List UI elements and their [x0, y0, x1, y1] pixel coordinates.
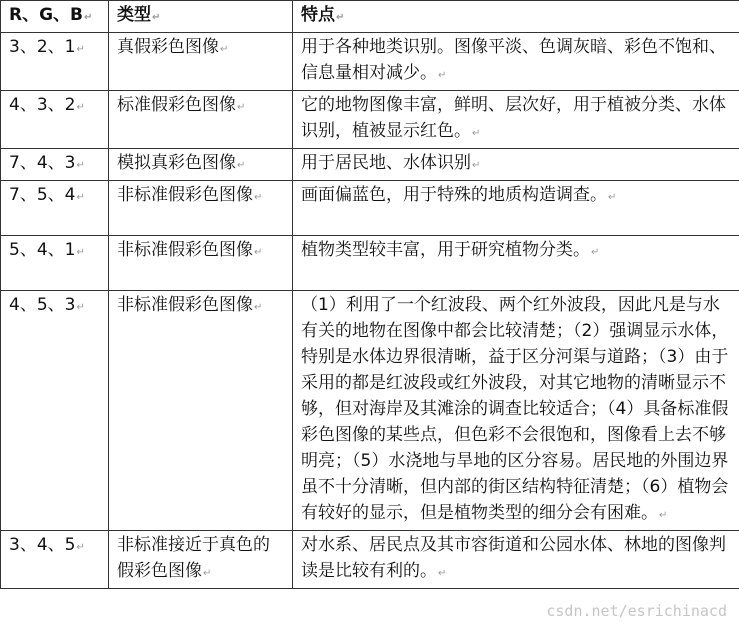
feature-cell: 用于各种地类识别。图像平淡、色调灰暗、彩色不饱和、信息量相对减少。↵ — [293, 33, 739, 91]
table-row — [1, 181, 739, 236]
header-row — [1, 1, 739, 33]
feature-cell: （1）利用了一个红波段、两个红外波段，因此凡是与水有关的地物在图像中都会比较清楚；（2）强调显示水体，特别是水体边界很清晰，益于区分河渠与道路；（3）由于采用的都是红波段或红外波段，对其它地物的清晰显示不够，但对海岸及其滩涂的调查比较适合；（4）具备标准假彩色图像的某些点，但色彩不会很饱和，图像看上去不够明亮；（5）水浇地与旱地的区分容易。居民地的外围边界虽不十分清晰，但内部的街区结构特征清楚；（6）植物会有较好的显示，但是植物类型的细分会有困难。↵ — [293, 291, 739, 531]
type-cell: 非标准假彩色图像↵ — [109, 236, 293, 291]
feature-cell: 画面偏蓝色，用于特殊的地质构造调查。↵ — [293, 181, 739, 236]
type-cell: 非标准假彩色图像↵ — [109, 181, 293, 236]
table-row — [1, 236, 739, 291]
bands-cell: 4、5、3↵ — [1, 291, 109, 531]
watermark-text: csdn.net/esrichinacd — [546, 602, 727, 620]
header-feature: 特点↵ — [293, 1, 739, 33]
type-cell: 标准假彩色图像↵ — [109, 91, 293, 149]
bands-cell: 5、4、1↵ — [1, 236, 109, 291]
type-cell: 模拟真彩色图像↵ — [109, 149, 293, 181]
table-row — [1, 149, 739, 181]
type-cell: 真假彩色图像↵ — [109, 33, 293, 91]
bands-cell: 7、4、3↵ — [1, 149, 109, 181]
feature-cell: 用于居民地、水体识别↵ — [293, 149, 739, 181]
bands-cell: 7、5、4↵ — [1, 181, 109, 236]
type-cell: 非标准接近于真色的假彩色图像↵ — [109, 531, 293, 589]
table-row — [1, 33, 739, 91]
header-type: 类型↵ — [109, 1, 293, 33]
bands-cell: 3、4、5↵ — [1, 531, 109, 589]
table-row — [1, 291, 739, 531]
table-row — [1, 91, 739, 149]
bands-cell: 4、3、2↵ — [1, 91, 109, 149]
feature-cell: 对水系、居民点及其市容街道和公园水体、林地的图像判读是比较有利的。↵ — [293, 531, 739, 589]
bands-cell: 3、2、1↵ — [1, 33, 109, 91]
header-bands: R、G、B↵ — [1, 1, 109, 33]
feature-cell: 它的地物图像丰富，鲜明、层次好，用于植被分类、水体识别，植被显示红色。↵ — [293, 91, 739, 149]
table-row — [1, 531, 739, 589]
feature-cell: 植物类型较丰富，用于研究植物分类。↵ — [293, 236, 739, 291]
type-cell: 非标准假彩色图像↵ — [109, 291, 293, 531]
